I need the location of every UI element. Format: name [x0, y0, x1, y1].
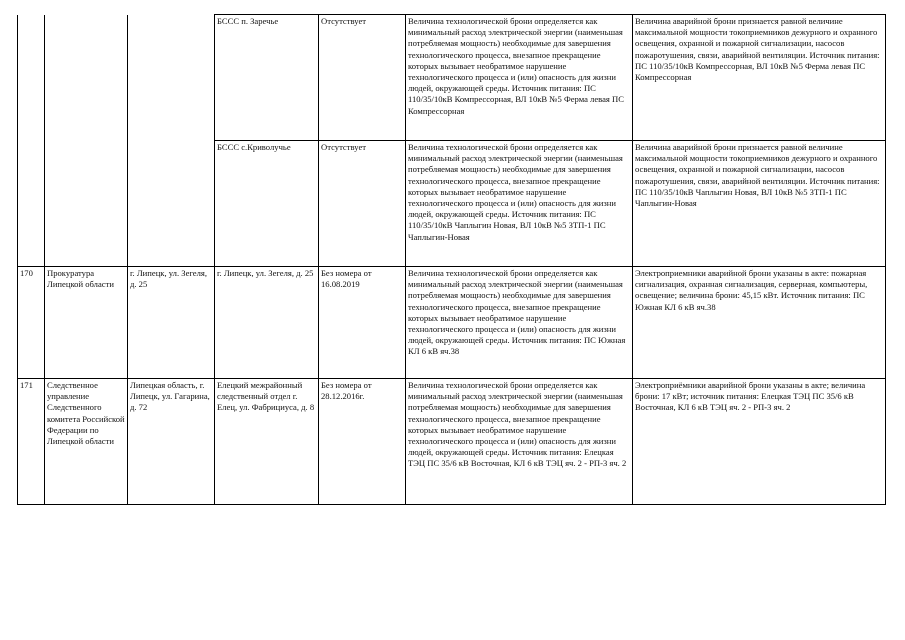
cell-organization: Следственное управление Следственного комитета Российской Федерации по Липецкой области — [45, 379, 128, 505]
table-row — [18, 141, 886, 267]
cell-address — [128, 141, 215, 267]
cell-tech-reserve: Величина технологической брони определяется как минимальный расход электрической энергии (наименьшая потребляемая мощность) необходимые для завершения технологического процесса, внезапное прекращение которых вызывает необратимое нарушение технологического процесса и (или) опасность для жизни людей, окружающей среды. Источник питания: Елецкая ТЭЦ ПС 35/6 кВ Восточная, КЛ 6 кВ ТЭЦ яч. 2 - РП-3 яч. 2 — [406, 379, 633, 505]
cell-emergency-reserve: Величина аварийной брони признается равной величине максимальной мощности токоприемников дежурного и охранного освещения, охранной и пожарной сигнализации, насосов пожаротушения, связи, аварийной вентиляции. Источник питания: ПС 110/35/10кВ Компрессорная, ВЛ 10кВ №5 Ферма левая ПС Компрессорная — [633, 15, 886, 141]
reservation-table — [17, 14, 886, 505]
cell-emergency-reserve: Электроприёмники аварийной брони указаны в акте; величина брони: 17 кВт; источник питания: Елецкая ТЭЦ ПС 35/6 кВ Восточная, КЛ 6 кВ ТЭЦ яч. 2 - РП-3 яч. 2 — [633, 379, 886, 505]
cell-address: г. Липецк, ул. Зегеля, д. 25 — [128, 267, 215, 379]
cell-organization: Прокуратура Липецкой области — [45, 267, 128, 379]
cell-act: Без номера от 28.12.2016г. — [319, 379, 406, 505]
table-row — [18, 15, 886, 141]
cell-number — [18, 15, 45, 141]
table-row — [18, 379, 886, 505]
table-row — [18, 267, 886, 379]
cell-number: 171 — [18, 379, 45, 505]
cell-tech-reserve: Величина технологической брони определяется как минимальный расход электрической энергии (наименьшая потребляемая мощность) необходимые для завершения технологического процесса, внезапное прекращение которых вызывает необратимое нарушение технологического процесса и (или) опасность для жизни людей, окружающей среды. Источник питания: ПС Южная КЛ 6 кВ яч.38 — [406, 267, 633, 379]
cell-address: Липецкая область, г. Липецк, ул. Гагарина, д. 72 — [128, 379, 215, 505]
cell-number: 170 — [18, 267, 45, 379]
cell-facility: Елецкий межрайонный следственный отдел г. Елец, ул. Фабрициуса, д. 8 — [215, 379, 319, 505]
cell-organization — [45, 15, 128, 141]
cell-emergency-reserve: Электроприемники аварийной брони указаны в акте: пожарная сигнализация, охранная сигнализация, серверная, компьютеры, освещение; величина брони: 45,15 кВт. Источник питания: ПС Южная КЛ 6 кВ яч.38 — [633, 267, 886, 379]
cell-organization — [45, 141, 128, 267]
cell-number — [18, 141, 45, 267]
cell-address — [128, 15, 215, 141]
cell-facility: БССС с.Криволучье — [215, 141, 319, 267]
cell-tech-reserve: Величина технологической брони определяется как минимальный расход электрической энергии (наименьшая потребляемая мощность) необходимые для завершения технологического процесса, внезапное прекращение которых вызывает необратимое нарушение технологического процесса и (или) опасность для жизни людей, окружающей среды. Источник питания: ПС 110/35/10кВ Компрессорная, ВЛ 10кВ №5 Ферма левая ПС Компрессорная — [406, 15, 633, 141]
cell-act: Отсутствует — [319, 141, 406, 267]
cell-act: Отсутствует — [319, 15, 406, 141]
cell-tech-reserve: Величина технологической брони определяется как минимальный расход электрической энергии (наименьшая потребляемая мощность) необходимые для завершения технологического процесса, внезапное прекращение которых вызывает необратимое нарушение технологического процесса и (или) опасность для жизни людей, окружающей среды. Источник питания: ПС 110/35/10кВ Чаплыгин Новая, ВЛ 10кВ №5 ЗТП-1 ПС Чаплыгин-Новая — [406, 141, 633, 267]
cell-facility: БССС п. Заречье — [215, 15, 319, 141]
cell-emergency-reserve: Величина аварийной брони признается равной величине максимальной мощности токоприемников дежурного и охранного освещения, охранной и пожарной сигнализации, насосов пожаротушения, связи, аварийной вентиляции. Источник питания: ПС 110/35/10кВ Чаплыгин Новая, ВЛ 10кВ №5 ЗТП-1 ПС Чаплыгин-Новая — [633, 141, 886, 267]
cell-facility: г. Липецк, ул. Зегеля, д. 25 — [215, 267, 319, 379]
cell-act: Без номера от 16.08.2019 — [319, 267, 406, 379]
